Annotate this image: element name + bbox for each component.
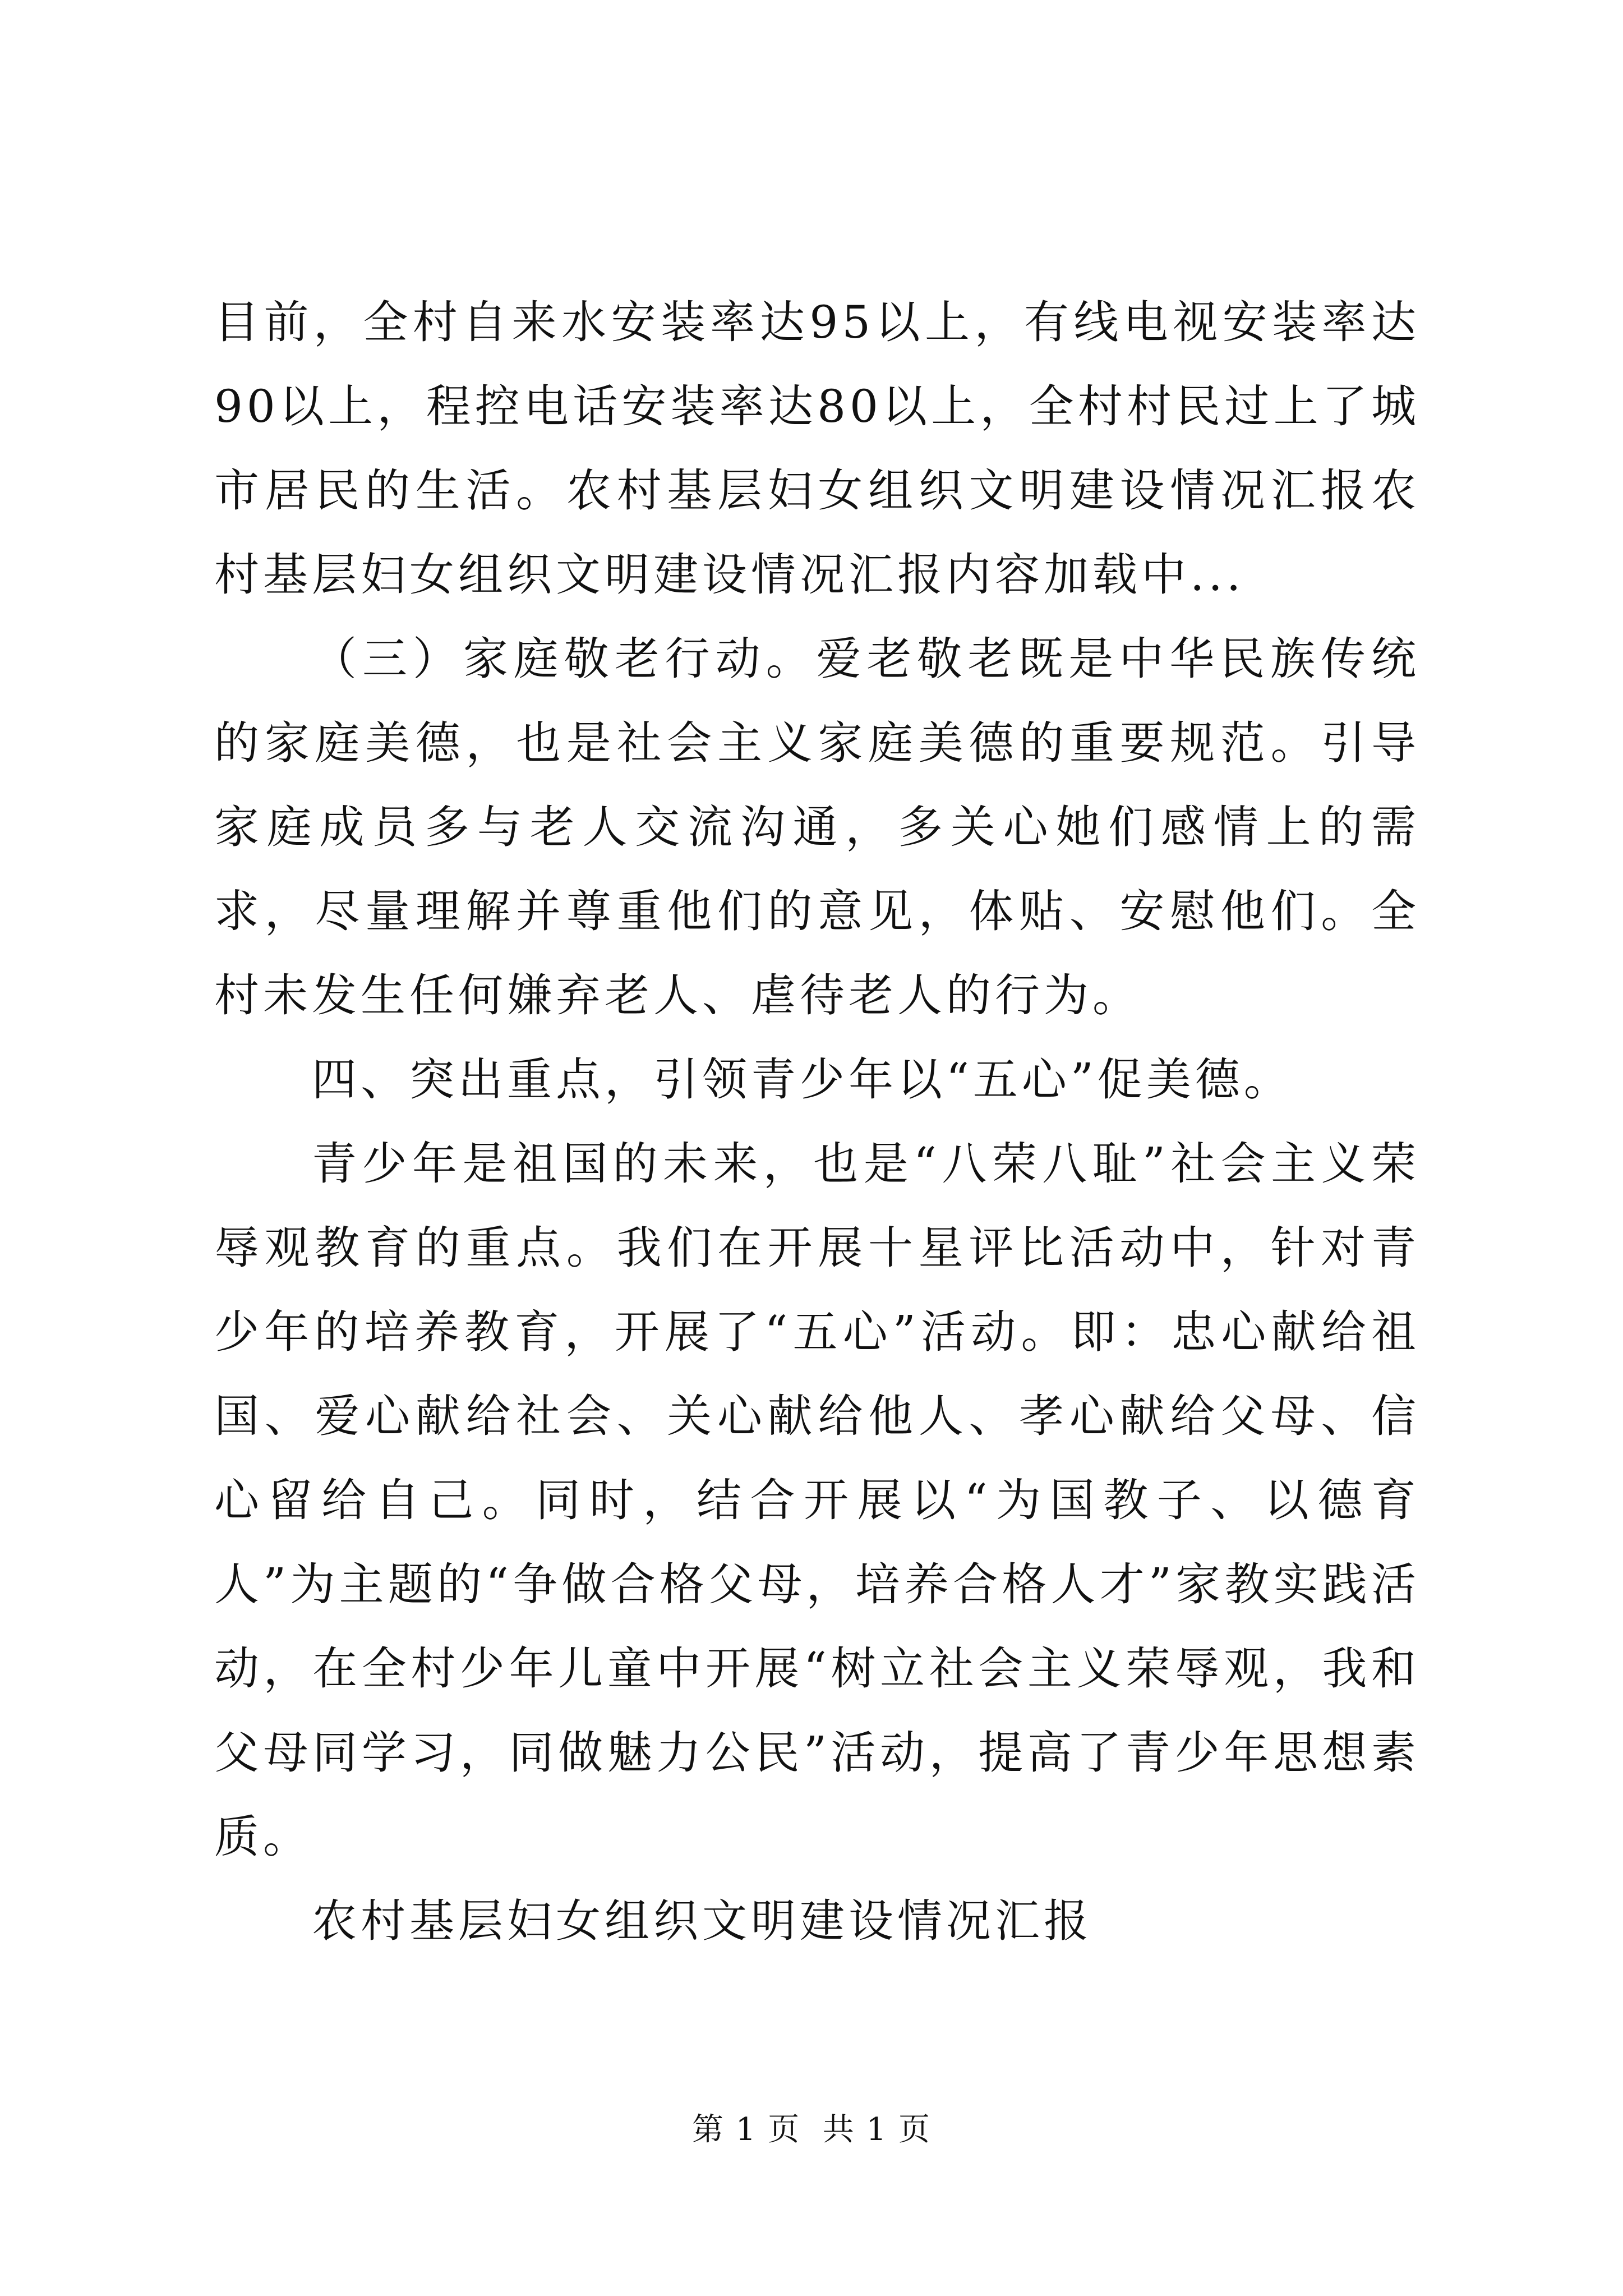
- paragraph-1: 目前，全村自来水安装率达95以上，有线电视安装率达90以上，程控电话安装率达80以上，全村村民过上了城市居民的生活。农村基层妇女组织文明建设情况汇报农村基层妇女组织文明建设情况汇报内容加载中...: [214, 296, 1420, 601]
- paragraph-5: 农村基层妇女组织文明建设情况汇报: [312, 1895, 1092, 1947]
- document-body: [214, 280, 1420, 1963]
- paragraph-4: 青少年是祖国的未来，也是“八荣八耻”社会主义荣辱观教育的重点。我们在开展十星评比活动中，针对青少年的培养教育，开展了“五心”活动。即：忠心献给祖国、爱心献给社会、关心献给他人、孝心献给父母、信心留给自己。同时，结合开展以“为国教子、以德育人”为主题的“争做合格父母，培养合格人才”家教实践活动，在全村少年儿童中开展“树立社会主义荣辱观，我和父母同学习，同做魅力公民”活动，提高了青少年思想素质。: [214, 1138, 1420, 1863]
- page-footer: [0, 2110, 1623, 2150]
- paragraph-3: 四、突出重点，引领青少年以“五心”促美德。: [312, 1053, 1293, 1106]
- paragraph-2: （三）家庭敬老行动。爱老敬老既是中华民族传统的家庭美德，也是社会主义家庭美德的重要规范。引导家庭成员多与老人交流沟通，多关心她们感情上的需求，尽量理解并尊重他们的意见，体贴、安慰他们。全村未发生任何嫌弃老人、虐待老人的行为。: [214, 633, 1420, 1022]
- page-number-label: 第 1 页 共 1 页: [691, 2111, 932, 2148]
